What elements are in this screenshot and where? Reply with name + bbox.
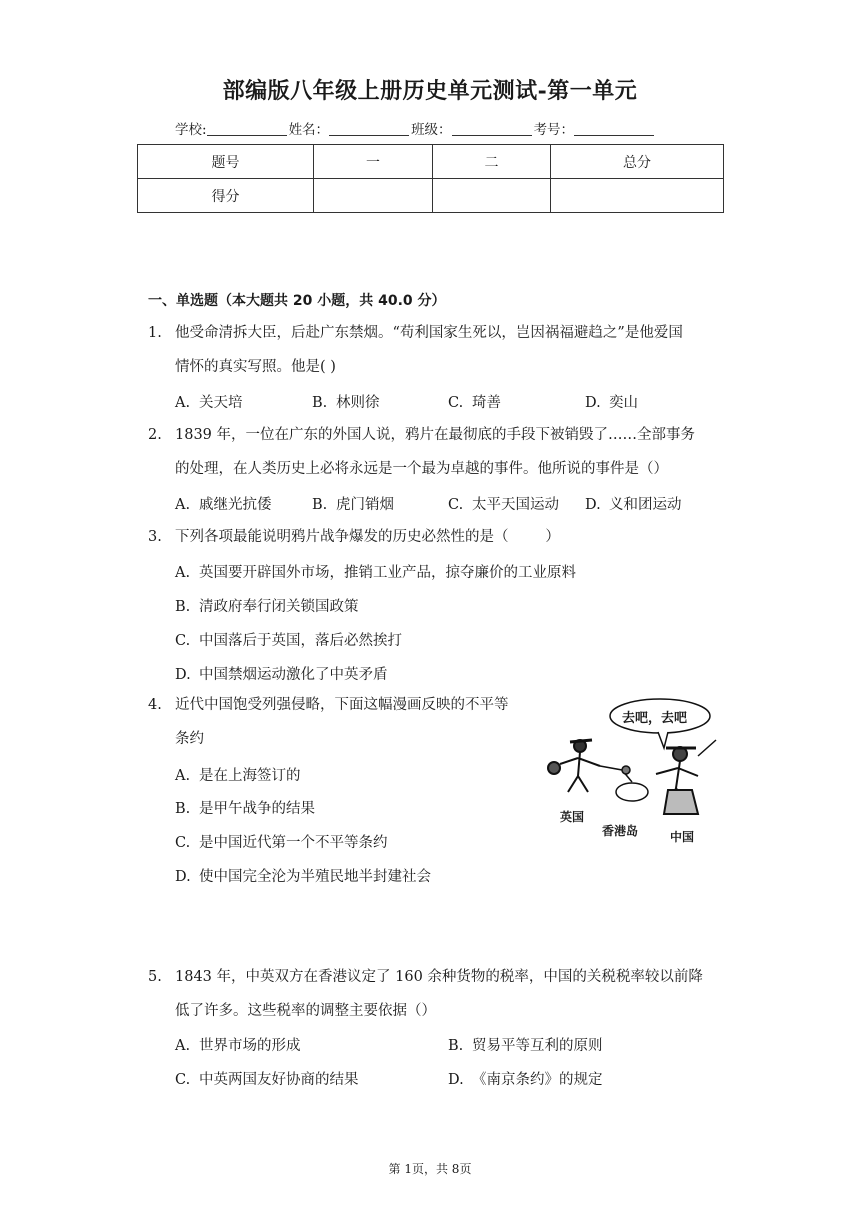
option-c[interactable]: C. 是中国近代第一个不平等条约	[175, 835, 388, 851]
page-footer: 第 1页，共 8页	[388, 1162, 472, 1176]
question-2	[148, 418, 728, 486]
question-line: 低了许多。这些税率的调整主要依据（）	[175, 1003, 436, 1019]
option-c[interactable]: C. 琦善	[448, 395, 501, 411]
option-d[interactable]: D. 使中国完全沦为半殖民地半封建社会	[175, 869, 431, 885]
question-line: 条约	[175, 731, 204, 747]
question-line: 1843 年，中英双方在香港议定了 160 余种货物的税率，中国的关税税率较以前降	[175, 969, 703, 985]
score-table	[137, 144, 724, 213]
question-number: 4.	[148, 697, 162, 713]
score-cell	[433, 179, 551, 213]
question-line: 他受命清拆大臣，后赴广东禁烟。“苟利国家生死以，岂因祸福避趋之”是他爱国	[175, 325, 683, 341]
question-line: 下列各项最能说明鸦片战争爆发的历史必然性的是（ ）	[175, 529, 560, 545]
option-a[interactable]: A. 是在上海签订的	[175, 768, 301, 784]
header-cell: 一	[314, 145, 433, 179]
school-label: 学校:	[175, 122, 207, 138]
option-c[interactable]: C. 中国落后于英国，落后必然挨打	[175, 633, 402, 649]
header-cell: 题号	[138, 145, 314, 179]
question-4	[148, 688, 528, 756]
exam-no-label: 考号：	[533, 122, 575, 138]
question-line: 的处理，在人类历史上必将永远是一个最为卓越的事件。他所说的事件是（）	[175, 461, 668, 477]
exam-no-blank	[574, 121, 654, 136]
label-hong-kong: 香港岛	[602, 824, 639, 838]
class-blank	[452, 121, 532, 136]
britain-figure	[548, 740, 600, 792]
option-c[interactable]: C. 太平天国运动	[448, 497, 559, 513]
option-b[interactable]: B. 林则徐	[312, 395, 380, 411]
name-label: 姓名：	[288, 122, 330, 138]
section-heading: 一、单选题（本大题共 20 小题，共 40.0 分）	[148, 293, 446, 309]
option-a[interactable]: A. 戚继光抗倭	[175, 497, 272, 513]
header-cell: 总分	[551, 145, 724, 179]
option-d[interactable]: D. 中国禁烟运动激化了中英矛盾	[175, 667, 388, 683]
option-a[interactable]: A. 世界市场的形成	[175, 1038, 301, 1054]
page-title: 部编版八年级上册历史单元测试-第一单元	[222, 78, 638, 104]
question-number: 5.	[148, 969, 162, 985]
score-table-score-row	[138, 179, 724, 213]
score-cell	[551, 179, 724, 213]
option-c[interactable]: C. 中英两国友好协商的结果	[175, 1072, 359, 1088]
question-number: 1.	[148, 325, 162, 341]
question-line: 1839 年，一位在广东的外国人说，鸦片在最彻底的手段下被销毁了……全部事务	[175, 427, 696, 443]
option-b[interactable]: B. 清政府奉行闭关锁国政策	[175, 599, 359, 615]
speech-bubble-text: 去吧，去吧	[622, 711, 688, 726]
school-blank	[207, 121, 287, 136]
question-5	[148, 960, 728, 1028]
china-figure	[656, 740, 716, 814]
row-label-cell: 得分	[138, 179, 314, 213]
student-info-line	[175, 118, 656, 138]
option-a[interactable]: A. 关天培	[175, 395, 243, 411]
option-d[interactable]: D. 义和团运动	[585, 497, 682, 513]
speech-bubble-tail	[658, 732, 668, 748]
option-d[interactable]: D. 奕山	[585, 395, 638, 411]
option-d[interactable]: D. 《南京条约》的规定	[448, 1072, 603, 1088]
option-b[interactable]: B. 虎门销烟	[312, 497, 394, 513]
option-b[interactable]: B. 贸易平等互利的原则	[448, 1038, 603, 1054]
class-label: 班级：	[411, 122, 452, 138]
label-china: 中国	[670, 830, 695, 844]
question-number: 2.	[148, 427, 162, 443]
option-a[interactable]: A. 英国要开辟国外市场，推销工业产品，掠夺廉价的工业原料	[175, 565, 576, 581]
question-3	[148, 520, 728, 554]
question-line: 近代中国饱受列强侵略，下面这幅漫画反映的不平等	[175, 697, 509, 713]
question-line: 情怀的真实写照。他是( )	[175, 359, 336, 375]
score-table-header-row	[138, 145, 724, 179]
option-b[interactable]: B. 是甲午战争的结果	[175, 801, 315, 817]
header-cell: 二	[433, 145, 551, 179]
political-cartoon	[540, 696, 730, 846]
question-number: 3.	[148, 529, 162, 545]
question-1	[148, 316, 728, 384]
hong-kong-island	[600, 766, 648, 801]
score-cell	[314, 179, 433, 213]
name-blank	[329, 121, 409, 136]
label-britain: 英国	[560, 810, 585, 824]
